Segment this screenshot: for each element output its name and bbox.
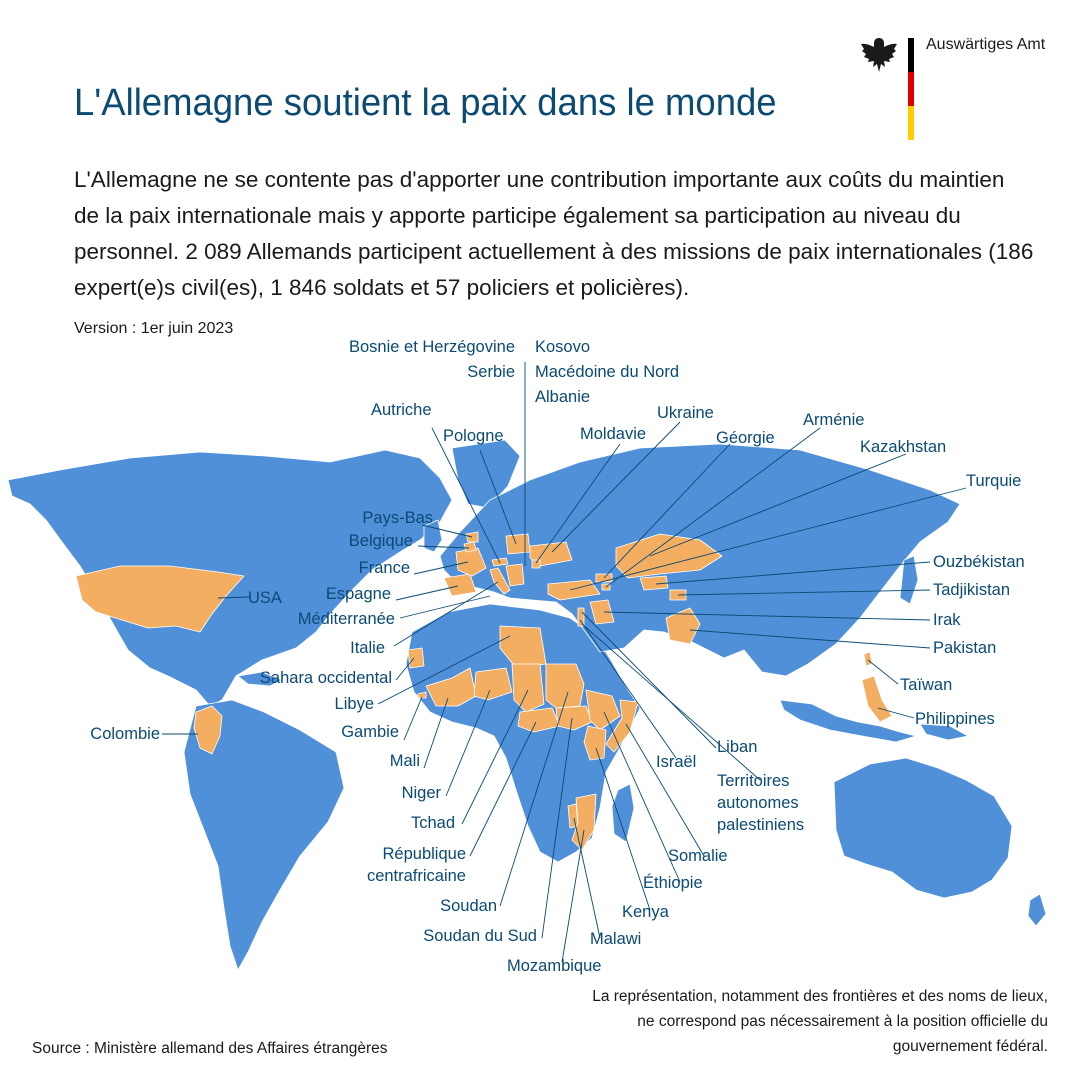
landmass-new-zealand (1028, 894, 1046, 926)
label-moldavie: Moldavie (580, 425, 647, 443)
label-mediterranee: Méditerranée (297, 610, 395, 628)
country-philippines (862, 676, 892, 722)
label-espagne: Espagne (325, 585, 391, 603)
intro-text: L'Allemagne ne se contente pas d'apporter une contribution importante aux coûts du maintien de la paix internationale mais y apporte participe également sa participation au niveau du personnel. 2 089 Allemands participent actuellement à des missions de paix internationales (186 expert(e)s civil(es), 1 846 soldats et 57 policiers et policières). (74, 167, 1034, 300)
version-text: Version : 1er juin 2023 (74, 320, 234, 337)
label-tchad: Tchad (410, 814, 455, 832)
label-bosnie: Bosnie et Herzégovine (348, 338, 515, 356)
label-italie: Italie (350, 639, 385, 657)
label-soudan: Soudan (440, 897, 497, 915)
label-mozambique: Mozambique (507, 957, 602, 975)
label-soudan-du-sud: Soudan du Sud (423, 927, 537, 945)
label-pays-bas: Pays-Bas (362, 509, 433, 527)
label-ukraine: Ukraine (657, 404, 714, 422)
label-kenya: Kenya (622, 903, 669, 921)
landmass-australia (834, 758, 1012, 898)
label-tadjikistan: Tadjikistan (933, 581, 1011, 599)
label-niger: Niger (401, 784, 441, 802)
label-georgie: Géorgie (716, 429, 775, 447)
label-turquie: Turquie (966, 472, 1022, 490)
german-flag-bar (908, 38, 914, 140)
label-libye: Libye (334, 695, 374, 713)
disclaimer (578, 984, 1048, 1059)
disclaimer-text: La représentation, notamment des frontières et des noms de lieux, ne correspond pas nécessairement à la position officielle du gouvernement fédéral. (592, 988, 1048, 1055)
label-armenie: Arménie (803, 411, 865, 429)
label-sahara: Sahara occidental (259, 669, 392, 687)
label-pakistan: Pakistan (933, 639, 997, 657)
logo-text: Auswärtiges Amt (926, 36, 1046, 53)
label-mali: Mali (389, 752, 420, 770)
label-territoires-palestiniens: Territoires autonomes palestiniens (717, 772, 805, 834)
country-moldavie (532, 560, 540, 568)
label-macedoine: Macédoine du Nord (535, 363, 680, 381)
label-taiwan: Taïwan (900, 676, 953, 694)
label-ouzbekistan: Ouzbékistan (933, 553, 1025, 571)
label-usa: USA (248, 589, 282, 607)
label-liban: Liban (717, 738, 758, 756)
label-kazakhstan: Kazakhstan (860, 438, 947, 456)
eagle-icon (858, 34, 900, 76)
label-serbie: Serbie (467, 363, 515, 381)
page-title: L'Allemagne soutient la paix dans le monde (74, 82, 777, 124)
label-autriche: Autriche (371, 401, 432, 419)
label-somalie: Somalie (668, 847, 728, 865)
label-malawi: Malawi (590, 930, 642, 948)
label-israel: Israël (656, 753, 697, 771)
landmass-madagascar (612, 784, 634, 842)
country-liban-israel (578, 608, 584, 626)
country-espagne (444, 574, 476, 596)
label-kosovo: Kosovo (535, 338, 591, 356)
label-pologne: Pologne (443, 427, 504, 445)
label-ethiopie: Éthiopie (643, 874, 703, 892)
label-irak: Irak (933, 611, 961, 629)
landmass-indonesia (780, 700, 916, 742)
label-philippines: Philippines (915, 710, 995, 728)
source-text: Source : Ministère allemand des Affaires étrangères (32, 1040, 388, 1057)
label-belgique: Belgique (348, 532, 413, 550)
label-gambie: Gambie (341, 723, 399, 741)
label-colombie: Colombie (90, 725, 160, 743)
label-albanie: Albanie (535, 388, 591, 406)
label-france: France (358, 559, 410, 577)
label-rca: République centrafricaine (366, 845, 466, 885)
country-belgique (464, 542, 476, 552)
country-pologne (506, 534, 530, 554)
country-sahara-occidental (408, 648, 424, 668)
country-taiwan (864, 652, 872, 666)
